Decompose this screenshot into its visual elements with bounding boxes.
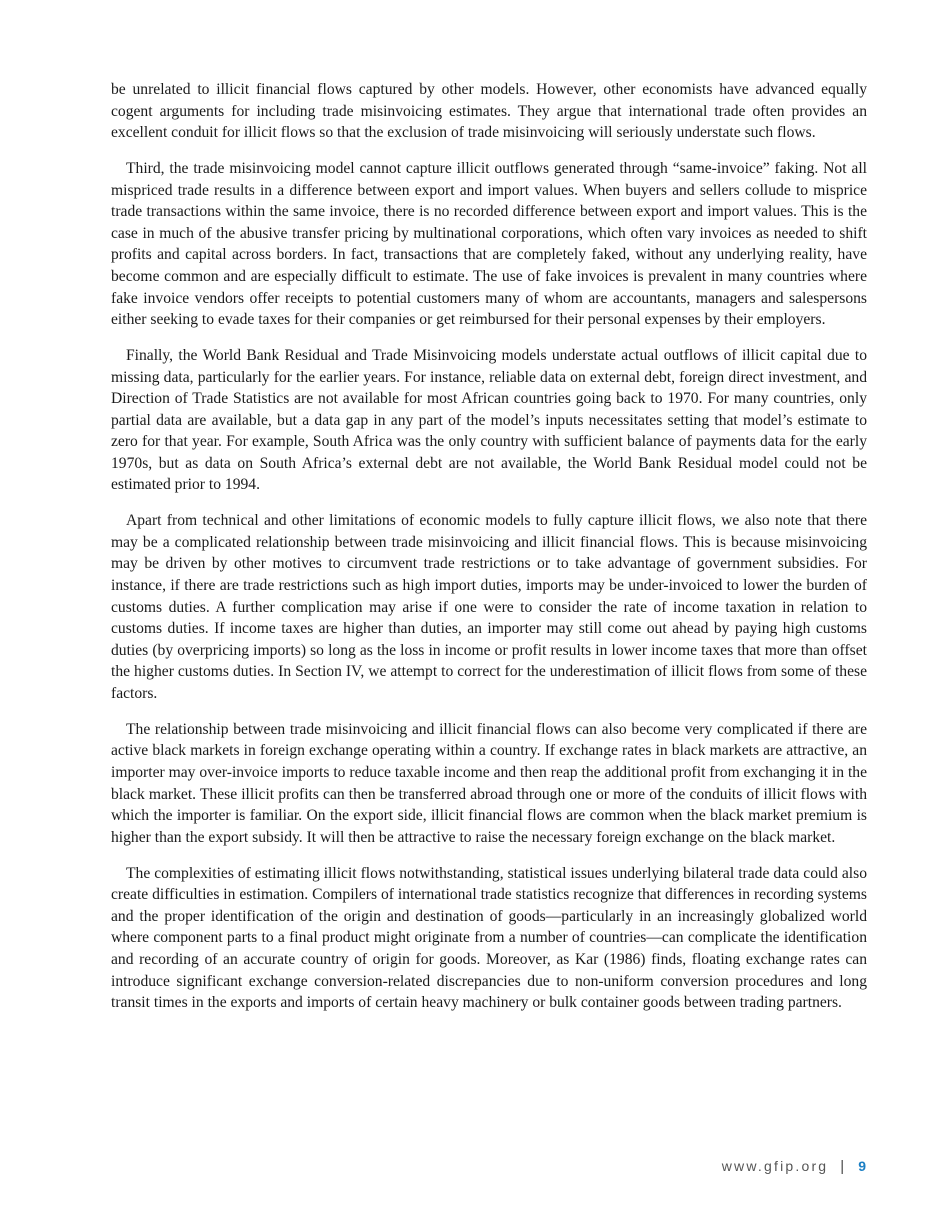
page-footer	[722, 1156, 866, 1176]
paragraph-same-invoice-faking: Third, the trade misinvoicing model cannot capture illicit outflows generated through “same-invoice” faking. Not all mispriced trade results in a difference between export and import values. When buyers and sellers collude to misprice trade transactions within the same invoice, there is no recorded difference between export and import values. This is the case in much of the abusive transfer pricing by multinational corporations, which often vary invoices as needed to shift profits and capital across borders. In fact, transactions that are completely faked, without any underlying reality, have become common and are especially difficult to estimate. The use of fake invoices is prevalent in many countries where fake invoice vendors offer receipts to potential customers many of whom are accountants, managers and salespersons either seeking to evade taxes for their companies or get reimbursed for their personal expenses by their employers.	[111, 159, 867, 329]
paragraph-black-markets: The relationship between trade misinvoicing and illicit financial flows can also become very complicated if there are active black markets in foreign exchange operating within a country. If exchange rates in black markets are attractive, an importer may over-invoice imports to reduce taxable income and then reap the additional profit from exchanging it in the black market. These illicit profits can then be transferred abroad through one or more of the conduits of illicit flows with which the importer is familiar. On the export side, illicit financial flows are common when the black market premium is higher than the export subsidy. It will then be attractive to raise the necessary foreign exchange on the black market.	[111, 720, 867, 846]
paragraph-statistical-issues: The complexities of estimating illicit flows notwithstanding, statistical issues underlying bilateral trade data could also create difficulties in estimation. Compilers of international trade statistics recognize that differences in recording systems and the proper identification of the origin and destination of goods—particularly in an increasingly globalized world where component parts to a final product might originate from a number of countries—can complicate the identification and recording of an accurate country of origin for goods. Moreover, as Kar (1986) finds, floating exchange rates can introduce significant exchange conversion-related discrepancies due to non-uniform conversion procedures and long transit times in the exports and imports of certain heavy machinery or bulk container goods between trading partners.	[111, 864, 867, 1012]
paragraph-missing-data: Finally, the World Bank Residual and Trade Misinvoicing models understate actual outflows of illicit capital due to missing data, particularly for the earlier years. For instance, reliable data on external debt, foreign direct investment, and Direction of Trade Statistics are not available for most African countries going back to 1970. For many countries, only partial data are available, but a data gap in any part of the model’s inputs necessitates setting that model’s estimate to zero for that year. For example, South Africa was the only country with sufficient balance of payments data for the early 1970s, but as data on South Africa’s external debt are not available, the World Bank Residual model could not be estimated prior to 1994.	[111, 346, 867, 494]
page-number: 9	[858, 1158, 866, 1174]
footer-url: www.gfip.org	[721, 1158, 829, 1174]
paragraph-model-limitations: Apart from technical and other limitations of economic models to fully capture illicit flows, we also note that there may be a complicated relationship between trade misinvoicing and illicit financial flows. This is because misinvoicing may be driven by other motives to circumvent trade restrictions or to take advantage of government subsidies. For instance, if there are trade restrictions such as high import duties, imports may be under-invoiced to lower the burden of customs duties. A further complication may arise if one were to consider the rate of income taxation in relation to customs duties. If income taxes are higher than duties, an importer may still come out ahead by paying high customs duties (by overpricing imports) so long as the loss in income or profit results in lower income taxes that more than offset the higher customs duties. In Section IV, we attempt to correct for the underestimation of illicit flows from some of these factors.	[111, 512, 867, 702]
paragraph-continuation: be unrelated to illicit financial flows captured by other models. However, other economists have advanced equally cogent arguments for including trade misinvoicing estimates. They argue that international trade often provides an excellent conduit for illicit flows so that the exclusion of trade misinvoicing will seriously understate such flows.	[111, 81, 867, 142]
footer-separator: |	[840, 1157, 845, 1175]
document-body	[111, 79, 867, 1028]
